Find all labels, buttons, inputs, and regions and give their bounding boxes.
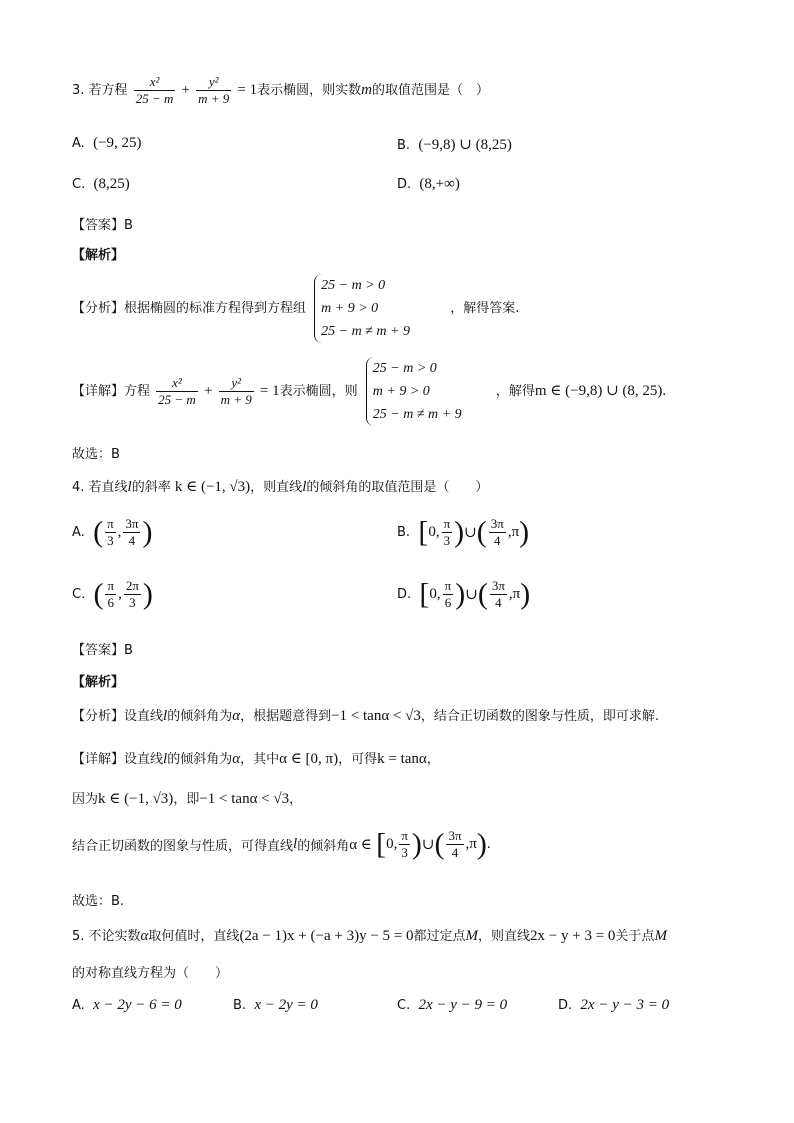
q5-option-a: A. x − 2y − 6 = 0	[72, 997, 182, 1013]
q4-xiangjie: 【详解】设直线l的倾斜角为α，其中α ∈ [0, π)，可得k = tanα，	[72, 751, 440, 767]
q4-answer: 【答案】B	[72, 643, 133, 658]
q3-system: 25 − m > 0 m + 9 > 0 25 − m ≠ m + 9	[314, 274, 410, 343]
q5-option-b: B. x − 2y = 0	[233, 997, 318, 1013]
q3-choice: 故选：B	[72, 447, 120, 462]
q4-option-c: C. ( $\frac{\pi}{6}$ , $\frac{2\pi}{3}$ )	[72, 577, 153, 611]
q3-option-d: D. (8,+∞)	[397, 176, 460, 192]
q4-option-d: D. [0, $\frac{\pi}{6}$ )∪( $\frac{3\pi}{4}$ ,π)	[397, 577, 531, 611]
q4-because: 因为k ∈ (−1, √3)，即−1 < tanα < √3，	[72, 791, 303, 807]
q5-stem: 5. 不论实数α取何值时，直线(2a − 1)x + (−a + 3)y − 5 = 0都过定点M，则直线2x − y + 3 = 0关于点M	[72, 928, 667, 944]
q3-frac2: $\frac{\text{y²}}{m + 9}$	[198, 74, 230, 106]
q4-stem: 4. 若直线l的斜率 k ∈ (−1, √3)，则直线l的倾斜角的取值范围是（ ）	[72, 479, 489, 495]
q5-stem-cont: 的对称直线方程为（ ）	[72, 966, 229, 981]
q3-fenxi: 【分析】根据椭圆的标准方程得到方程组 25 − m > 0 m + 9 > 0 25 − m ≠ m + 9 ，解得答案.	[72, 274, 519, 343]
q4-analysis-head: 【解析】	[72, 675, 125, 690]
q3-xj-frac2: $\frac{\text{y²}}{m + 9}$	[220, 375, 252, 407]
q3-answer: 【答案】B	[72, 218, 133, 233]
q5-option-c: C. 2x − y − 9 = 0	[397, 997, 508, 1013]
q3-frac1: $\frac{\text{x²}}{25 - m}$	[135, 74, 174, 106]
q4-combine: 结合正切函数的图象与性质，可得直线l的倾斜角α ∈ [0, $\frac{\pi}{3}$ )∪( $\frac{3\pi}{4}$ ,π).	[72, 827, 491, 861]
q3-prefix: 3. 若方程	[72, 83, 128, 98]
q4-option-b: B. [0, $\frac{\pi}{3}$ )∪( $\frac{3\pi}{4}$ ,π)	[397, 515, 530, 549]
q3-xiangjie: 【详解】方程 $\frac{\text{x²}}{25 - m}$ + $\frac{\text{y²}}{m + 9}$ = 1表示椭圆，则 25 − m > 0 m + 9 > 0 25 − m ≠ m + 9 ，解得m ∈ (−9,8) ∪ (8, 25).	[72, 357, 666, 426]
q3-xj-system: 25 − m > 0 m + 9 > 0 25 − m ≠ m + 9	[366, 357, 462, 426]
q3-stem: 3. 若方程 $\frac{\text{x²}}{25 - m}$ + $\frac{\text{y²}}{m + 9}$ = 1表示椭圆，则实数m的取值范围是（ ）	[72, 74, 490, 106]
q3-xj-frac1: $\frac{\text{x²}}{25 - m}$	[158, 375, 196, 407]
q4-choice: 故选：B.	[72, 894, 125, 909]
q3-option-a: A. (−9, 25)	[72, 135, 142, 151]
q3-option-c: C. (8,25)	[72, 176, 130, 192]
q4-option-a: A. ( $\frac{\pi}{3}$ , $\frac{3\pi}{4}$ )	[72, 515, 153, 549]
q5-option-d: D. 2x − y − 3 = 0	[558, 997, 670, 1013]
q3-analysis-head: 【解析】	[72, 248, 125, 263]
q4-fenxi: 【分析】设直线l的倾斜角为α，根据题意得到−1 < tanα < √3，结合正切函数的图象与性质，即可求解.	[72, 708, 660, 724]
q3-option-b: B. (−9,8) ∪ (8,25)	[397, 137, 512, 153]
